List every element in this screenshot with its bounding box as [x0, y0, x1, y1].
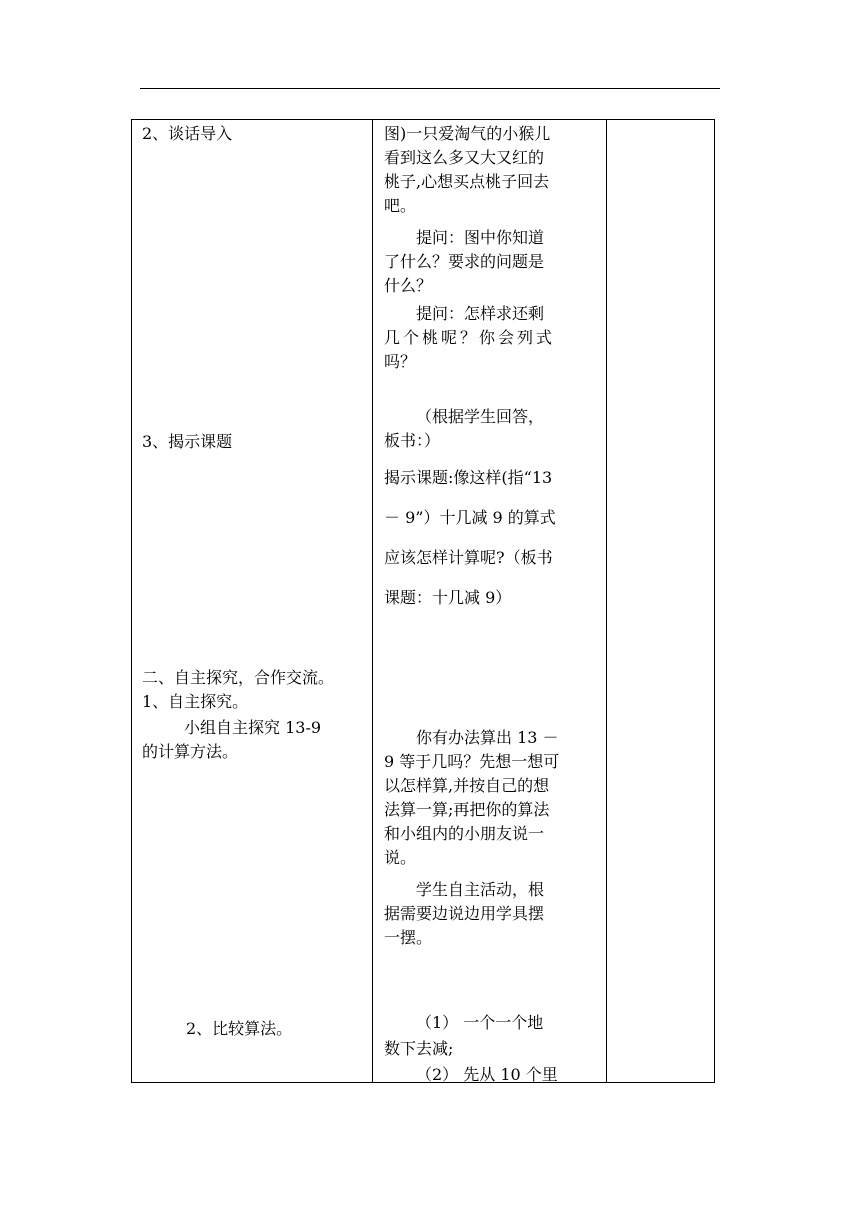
text-line: 数下去减;	[384, 1039, 454, 1058]
activity-paragraph	[384, 878, 596, 950]
text-line: 据需要边说边用学具摆	[384, 904, 545, 923]
text-line: （2） 先从 10 个里	[416, 1065, 558, 1084]
text-line: 了什么？要求的问题是	[384, 252, 545, 271]
subitem-self-explore: 1、自主探究。	[142, 692, 249, 711]
subitem-compare-methods: 2、比较算法。	[186, 1019, 293, 1038]
text-line: 一摆。	[384, 928, 433, 947]
question-2-paragraph	[384, 302, 596, 374]
text-line: 提问：怎样求还剩	[416, 304, 545, 323]
text-line: （根据学生回答，	[416, 407, 545, 426]
text-line: 几个桃呢？你会列式	[384, 328, 556, 347]
text-line: 说。	[384, 848, 417, 867]
column-divider-1	[372, 120, 373, 1082]
explore-paragraph	[384, 726, 596, 870]
lesson-plan-table	[131, 119, 715, 1083]
text-line: 图)一只爱淘气的小猴儿	[384, 124, 551, 143]
text-line: （1） 一个一个地	[416, 1013, 544, 1032]
story-paragraph	[384, 122, 596, 218]
text-line: 看到这么多又大又红的	[384, 148, 545, 167]
text-line: 提问：图中你知道	[416, 228, 545, 247]
text-line: 你有办法算出 13 －	[416, 728, 559, 747]
text-line: 什么？	[384, 276, 433, 295]
subitem-self-explore-desc-line2: 的计算方法。	[142, 742, 239, 761]
section-2-title: 二、自主探究，合作交流。	[142, 668, 335, 687]
page-header-rule	[140, 88, 720, 89]
text-line: 吗？	[384, 352, 417, 371]
column-divider-2	[606, 120, 607, 1082]
question-1-paragraph	[384, 226, 596, 298]
text-line: 和小组内的小朋友说一	[384, 824, 545, 843]
text-line: 桃子,心想买点桃子回去	[384, 172, 550, 191]
item-talk-intro: 2、谈话导入	[142, 124, 233, 143]
text-line: 9 等于几吗？先想一想可	[384, 752, 560, 771]
item-reveal-topic: 3、揭示课题	[142, 432, 233, 451]
text-line: 法算一算;再把你的算法	[384, 800, 550, 819]
text-line: 吧。	[384, 196, 417, 215]
text-line: － 9”）十几减 9 的算式	[384, 508, 556, 527]
text-line: 课题：十几减 9）	[384, 588, 512, 607]
reveal-topic-paragraph	[384, 458, 596, 618]
board-note-paragraph	[384, 405, 596, 453]
methods-paragraph	[384, 1010, 596, 1088]
subitem-self-explore-desc-line1: 小组自主探究 13-9	[184, 718, 322, 737]
text-line: 学生自主活动，根	[416, 880, 545, 899]
text-line: 揭示课题:像这样(指“13	[384, 468, 553, 487]
text-line: 以怎样算,并按自己的想	[384, 776, 550, 795]
text-line: 板书：）	[384, 431, 441, 450]
text-line: 应该怎样计算呢?（板书	[384, 548, 553, 567]
